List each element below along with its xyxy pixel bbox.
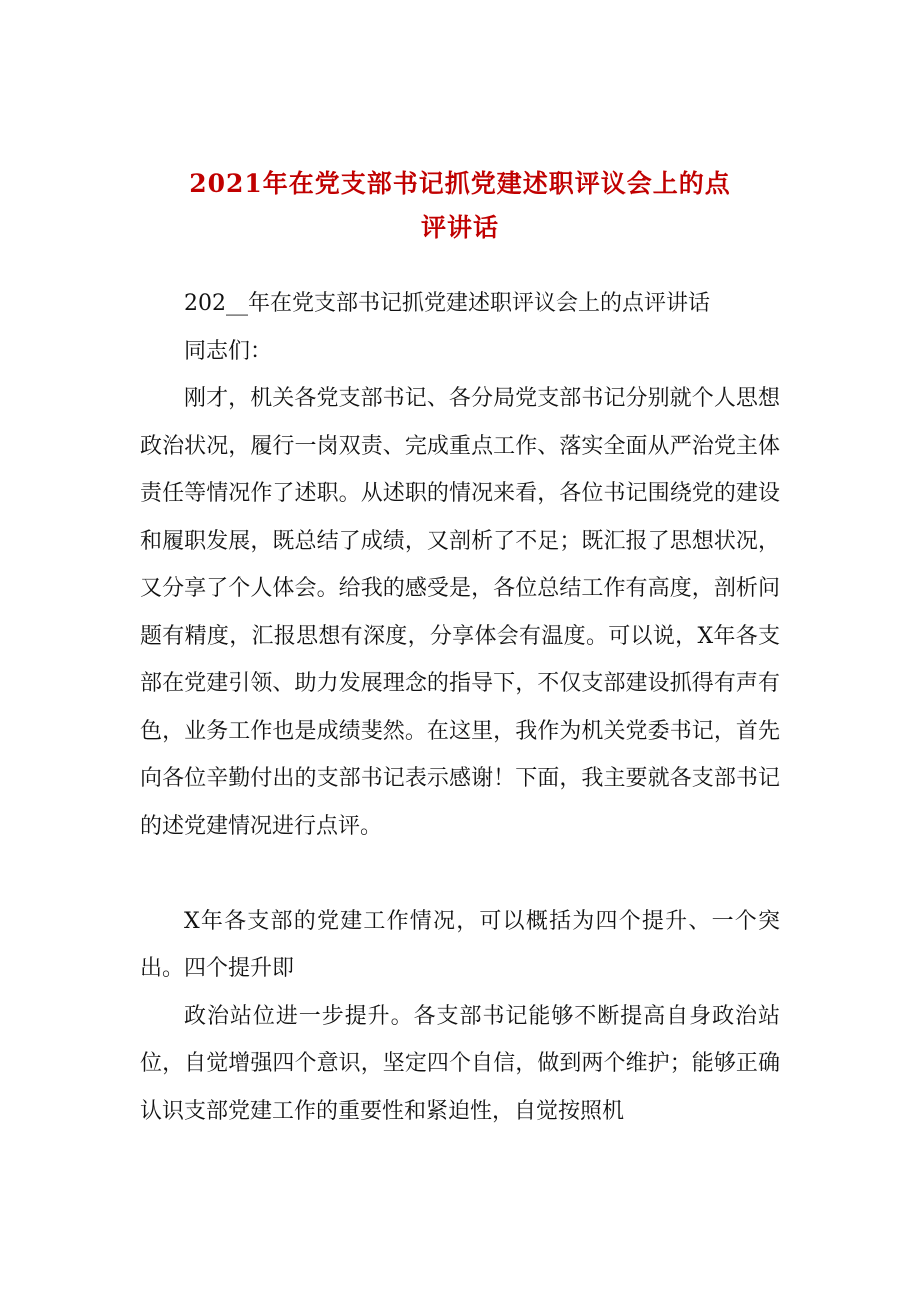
body-paragraph: 政治站位进一步提升。各支部书记能够不断提高自身政治站位，自觉增强四个意识，坚定四个自信，做到两个维护；能够正确认识支部党建工作的重要性和紧迫性，自觉按照机	[140, 1003, 780, 1124]
body-paragraph: X年各支部的党建工作情况，可以概括为四个提升、一个突出。四个提升即	[140, 908, 780, 981]
document-body	[140, 280, 780, 1135]
title-line-1: 2021年在党支部书记抓党建述职评议会上的点	[189, 169, 731, 198]
paragraph-spacer	[140, 850, 780, 898]
salutation-paragraph: 同志们：	[184, 338, 273, 364]
title-line-2: 评讲话	[420, 213, 499, 242]
body-paragraph: 刚才，机关各党支部书记、各分局党支部书记分别就个人思想政治状况，履行一岗双责、完成重点工作、落实全面从严治党主体责任等情况作了述职。从述职的情况来看，各位书记围绕党的建设和履职发展，既总结了成绩，又剖析了不足；既汇报了思想状况，又分享了个人体会。给我的感受是，各位总结工作有高度，剖析问题有精度，汇报思想有深度，分享体会有温度。可以说，X年各支部在党建引领、助力发展理念的指导下，不仅支部建设抓得有声有色，业务工作也是成绩斐然。在这里，我作为机关党委书记，首先向各位辛勤付出的支部书记表示感谢！下面，我主要就各支部书记的述党建情况进行点评。	[140, 386, 780, 839]
subtitle-paragraph: 202__年在党支部书记抓党建述职评议会上的点评讲话	[184, 291, 710, 316]
document-title	[140, 162, 780, 250]
